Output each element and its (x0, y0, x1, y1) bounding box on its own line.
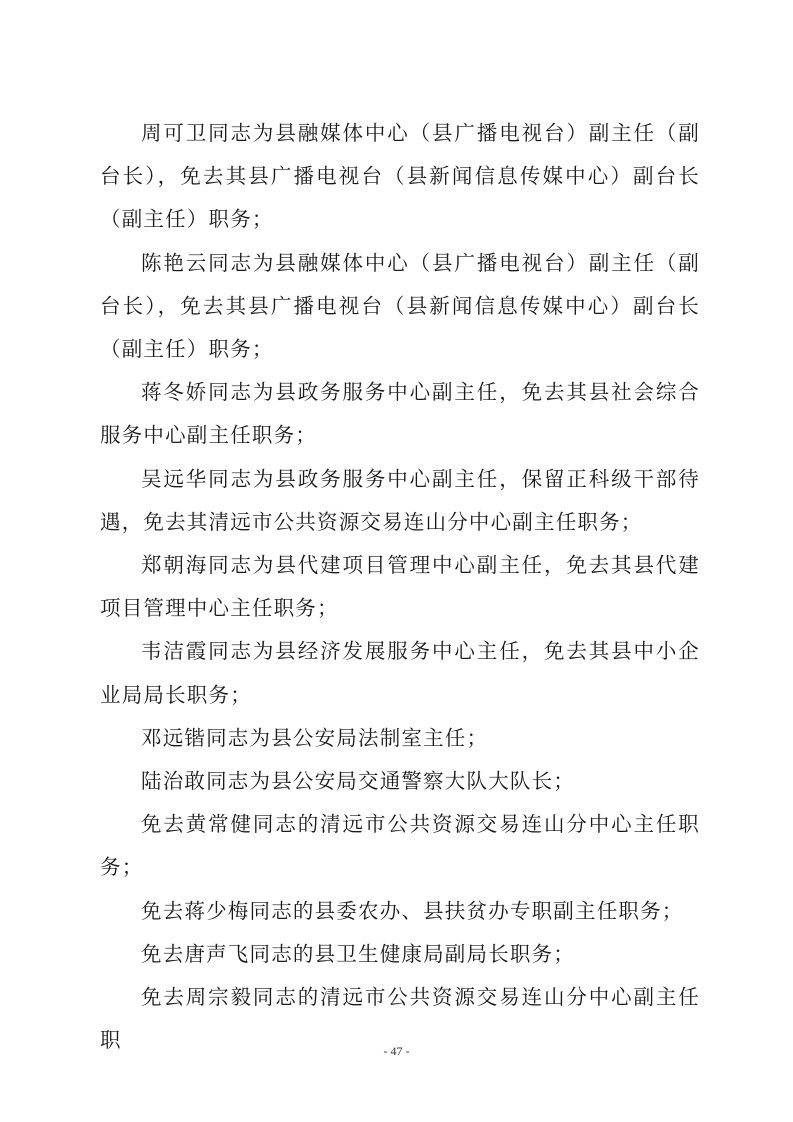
paragraph-appointment-zheng-chaohai: 郑朝海同志为县代建项目管理中心副主任，免去其县代建项目管理中心主任职务； (100, 553, 700, 621)
page-number: - 47 - (383, 1044, 410, 1058)
paragraph-dismissal-jiang-shaomei: 免去蒋少梅同志的县委农办、县扶贫办专职副主任职务； (141, 898, 684, 923)
paragraph-appointment-zhou-kewei: 周可卫同志为县融媒体中心（县广播电视台）副主任（副台长），免去其县广播电视台（县新闻信息传媒中心）副台长（副主任）职务； (100, 121, 700, 232)
paragraph-dismissal-huang-changjian: 免去黄常健同志的清远市公共资源交易连山分中心主任职务； (100, 812, 700, 880)
paragraph-dismissal-zhou-zongyi: 免去周宗毅同志的清远市公共资源交易连山分中心副主任职 (100, 985, 700, 1053)
paragraph-appointment-jiang-dongjiao: 蒋冬娇同志为县政务服务中心副主任，免去其县社会综合服务中心副主任职务； (100, 380, 700, 448)
paragraph-appointment-lu-zhigan: 陆治敢同志为县公安局交通警察大队大队长； (141, 769, 575, 794)
paragraph-appointment-chen-yanyun: 陈艳云同志为县融媒体中心（县广播电视台）副主任（副台长），免去其县广播电视台（县新闻信息传媒中心）副台长（副主任）职务； (100, 250, 700, 362)
paragraph-appointment-wu-yuanhua: 吴远华同志为县政务服务中心副主任，保留正科级干部待遇，免去其清远市公共资源交易连山分中心副主任职务； (100, 466, 700, 534)
paragraph-appointment-wei-jiexia: 韦洁霞同志为县经济发展服务中心主任，免去其县中小企业局局长职务； (100, 639, 700, 707)
paragraph-appointment-deng-yuankai: 邓远锴同志为县公安局法制室主任； (141, 725, 489, 750)
document-body (100, 112, 700, 1062)
paragraph-dismissal-tang-shengfei: 免去唐声飞同志的县卫生健康局副局长职务； (141, 941, 575, 966)
